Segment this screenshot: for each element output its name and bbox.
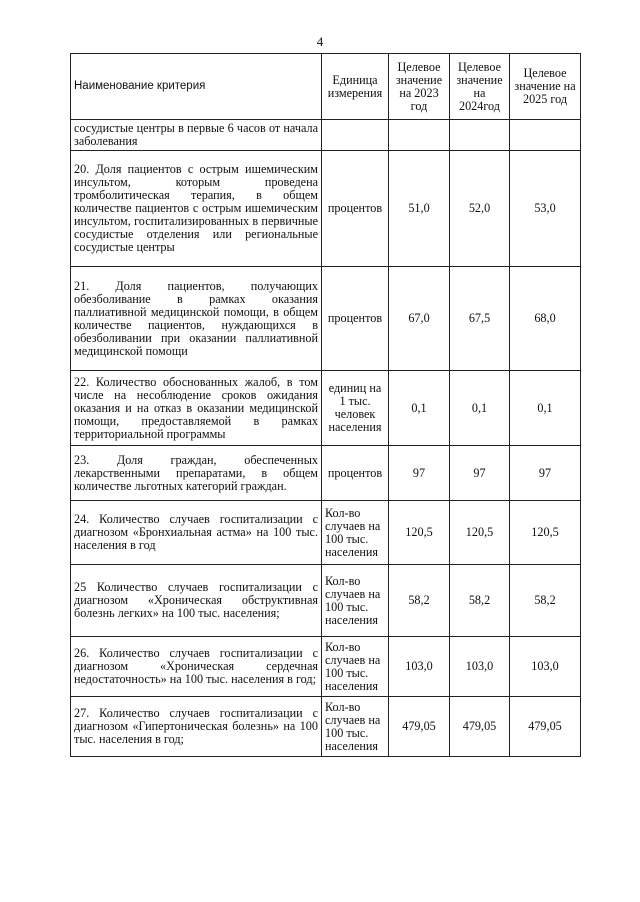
value-2025: 58,2	[510, 565, 581, 637]
value-2024	[450, 120, 510, 151]
table-row	[71, 565, 581, 637]
unit-cell: Кол-во случаев на 100 тыс. населения	[322, 565, 389, 637]
value-2023: 97	[389, 446, 450, 501]
table-row	[71, 501, 581, 565]
header-criterion-name: Наименование критерия	[71, 54, 322, 120]
table-row	[71, 151, 581, 267]
criterion-name: 27. Количество случаев госпитализации с диагнозом «Гипертоническая болезнь» на 100 тыс. населения в год;	[71, 697, 322, 757]
unit-cell: Кол-во случаев на 100 тыс. населения	[322, 501, 389, 565]
table-row	[71, 446, 581, 501]
header-unit: Единица измерения	[322, 54, 389, 120]
table-row	[71, 637, 581, 697]
criterion-name: 21. Доля пациентов, получающих обезболивание в рамках оказания паллиативной медицинской помощи, в общем количестве пациентов, нуждающихся в обезболивании при оказании паллиативной медицинской помощи	[71, 267, 322, 371]
header-target-2023: Целевое значение на 2023 год	[389, 54, 450, 120]
value-2023: 0,1	[389, 371, 450, 446]
unit-cell: процентов	[322, 446, 389, 501]
value-2025	[510, 120, 581, 151]
value-2025: 103,0	[510, 637, 581, 697]
unit-cell: процентов	[322, 267, 389, 371]
value-2025: 479,05	[510, 697, 581, 757]
value-2024: 58,2	[450, 565, 510, 637]
value-2023: 120,5	[389, 501, 450, 565]
value-2023: 479,05	[389, 697, 450, 757]
table-header-row	[71, 54, 581, 120]
value-2023: 51,0	[389, 151, 450, 267]
value-2025: 97	[510, 446, 581, 501]
criterion-name: 24. Количество случаев госпитализации с диагнозом «Бронхиальная астма» на 100 тыс. населения в год	[71, 501, 322, 565]
criterion-name: 20. Доля пациентов с острым ишемическим инсультом, которым проведена тромболитическая терапия, в общем количестве пациентов с острым ишемическим инсультом, госпитализированных в первичные сосудистые отделения или региональные сосудистые центры	[71, 151, 322, 267]
value-2023: 67,0	[389, 267, 450, 371]
criterion-name: 23. Доля граждан, обеспеченных лекарственными препаратами, в общем количестве льготных категорий граждан.	[71, 446, 322, 501]
page-number: 4	[316, 34, 324, 49]
table-row	[71, 120, 581, 151]
header-target-2025: Целевое значение на 2025 год	[510, 54, 581, 120]
criterion-name: 22. Количество обоснованных жалоб, в том числе на несоблюдение сроков ожидания оказания и на отказ в оказании медицинской помощи, предоставляемой в рамках территориальной программы	[71, 371, 322, 446]
value-2024: 97	[450, 446, 510, 501]
unit-cell: единиц на 1 тыс. человек населения	[322, 371, 389, 446]
table-row	[71, 697, 581, 757]
value-2023: 103,0	[389, 637, 450, 697]
value-2023: 58,2	[389, 565, 450, 637]
value-2025: 0,1	[510, 371, 581, 446]
criteria-table	[70, 53, 581, 757]
unit-cell: процентов	[322, 151, 389, 267]
value-2024: 52,0	[450, 151, 510, 267]
value-2023	[389, 120, 450, 151]
table-row	[71, 267, 581, 371]
value-2024: 479,05	[450, 697, 510, 757]
value-2024: 67,5	[450, 267, 510, 371]
unit-cell: Кол-во случаев на 100 тыс. населения	[322, 697, 389, 757]
value-2025: 68,0	[510, 267, 581, 371]
criterion-name: сосудистые центры в первые 6 часов от начала заболевания	[71, 120, 322, 151]
unit-cell: Кол-во случаев на 100 тыс. населения	[322, 637, 389, 697]
header-target-2024: Целевое значение на 2024год	[450, 54, 510, 120]
value-2024: 0,1	[450, 371, 510, 446]
value-2025: 120,5	[510, 501, 581, 565]
criterion-name: 26. Количество случаев госпитализации с диагнозом «Хроническая сердечная недостаточность» на 100 тыс. населения в год;	[71, 637, 322, 697]
unit-cell	[322, 120, 389, 151]
table-row	[71, 371, 581, 446]
value-2024: 103,0	[450, 637, 510, 697]
value-2024: 120,5	[450, 501, 510, 565]
criterion-name: 25 Количество случаев госпитализации с диагнозом «Хроническая обструктивная болезнь легких» на 100 тыс. населения;	[71, 565, 322, 637]
value-2025: 53,0	[510, 151, 581, 267]
